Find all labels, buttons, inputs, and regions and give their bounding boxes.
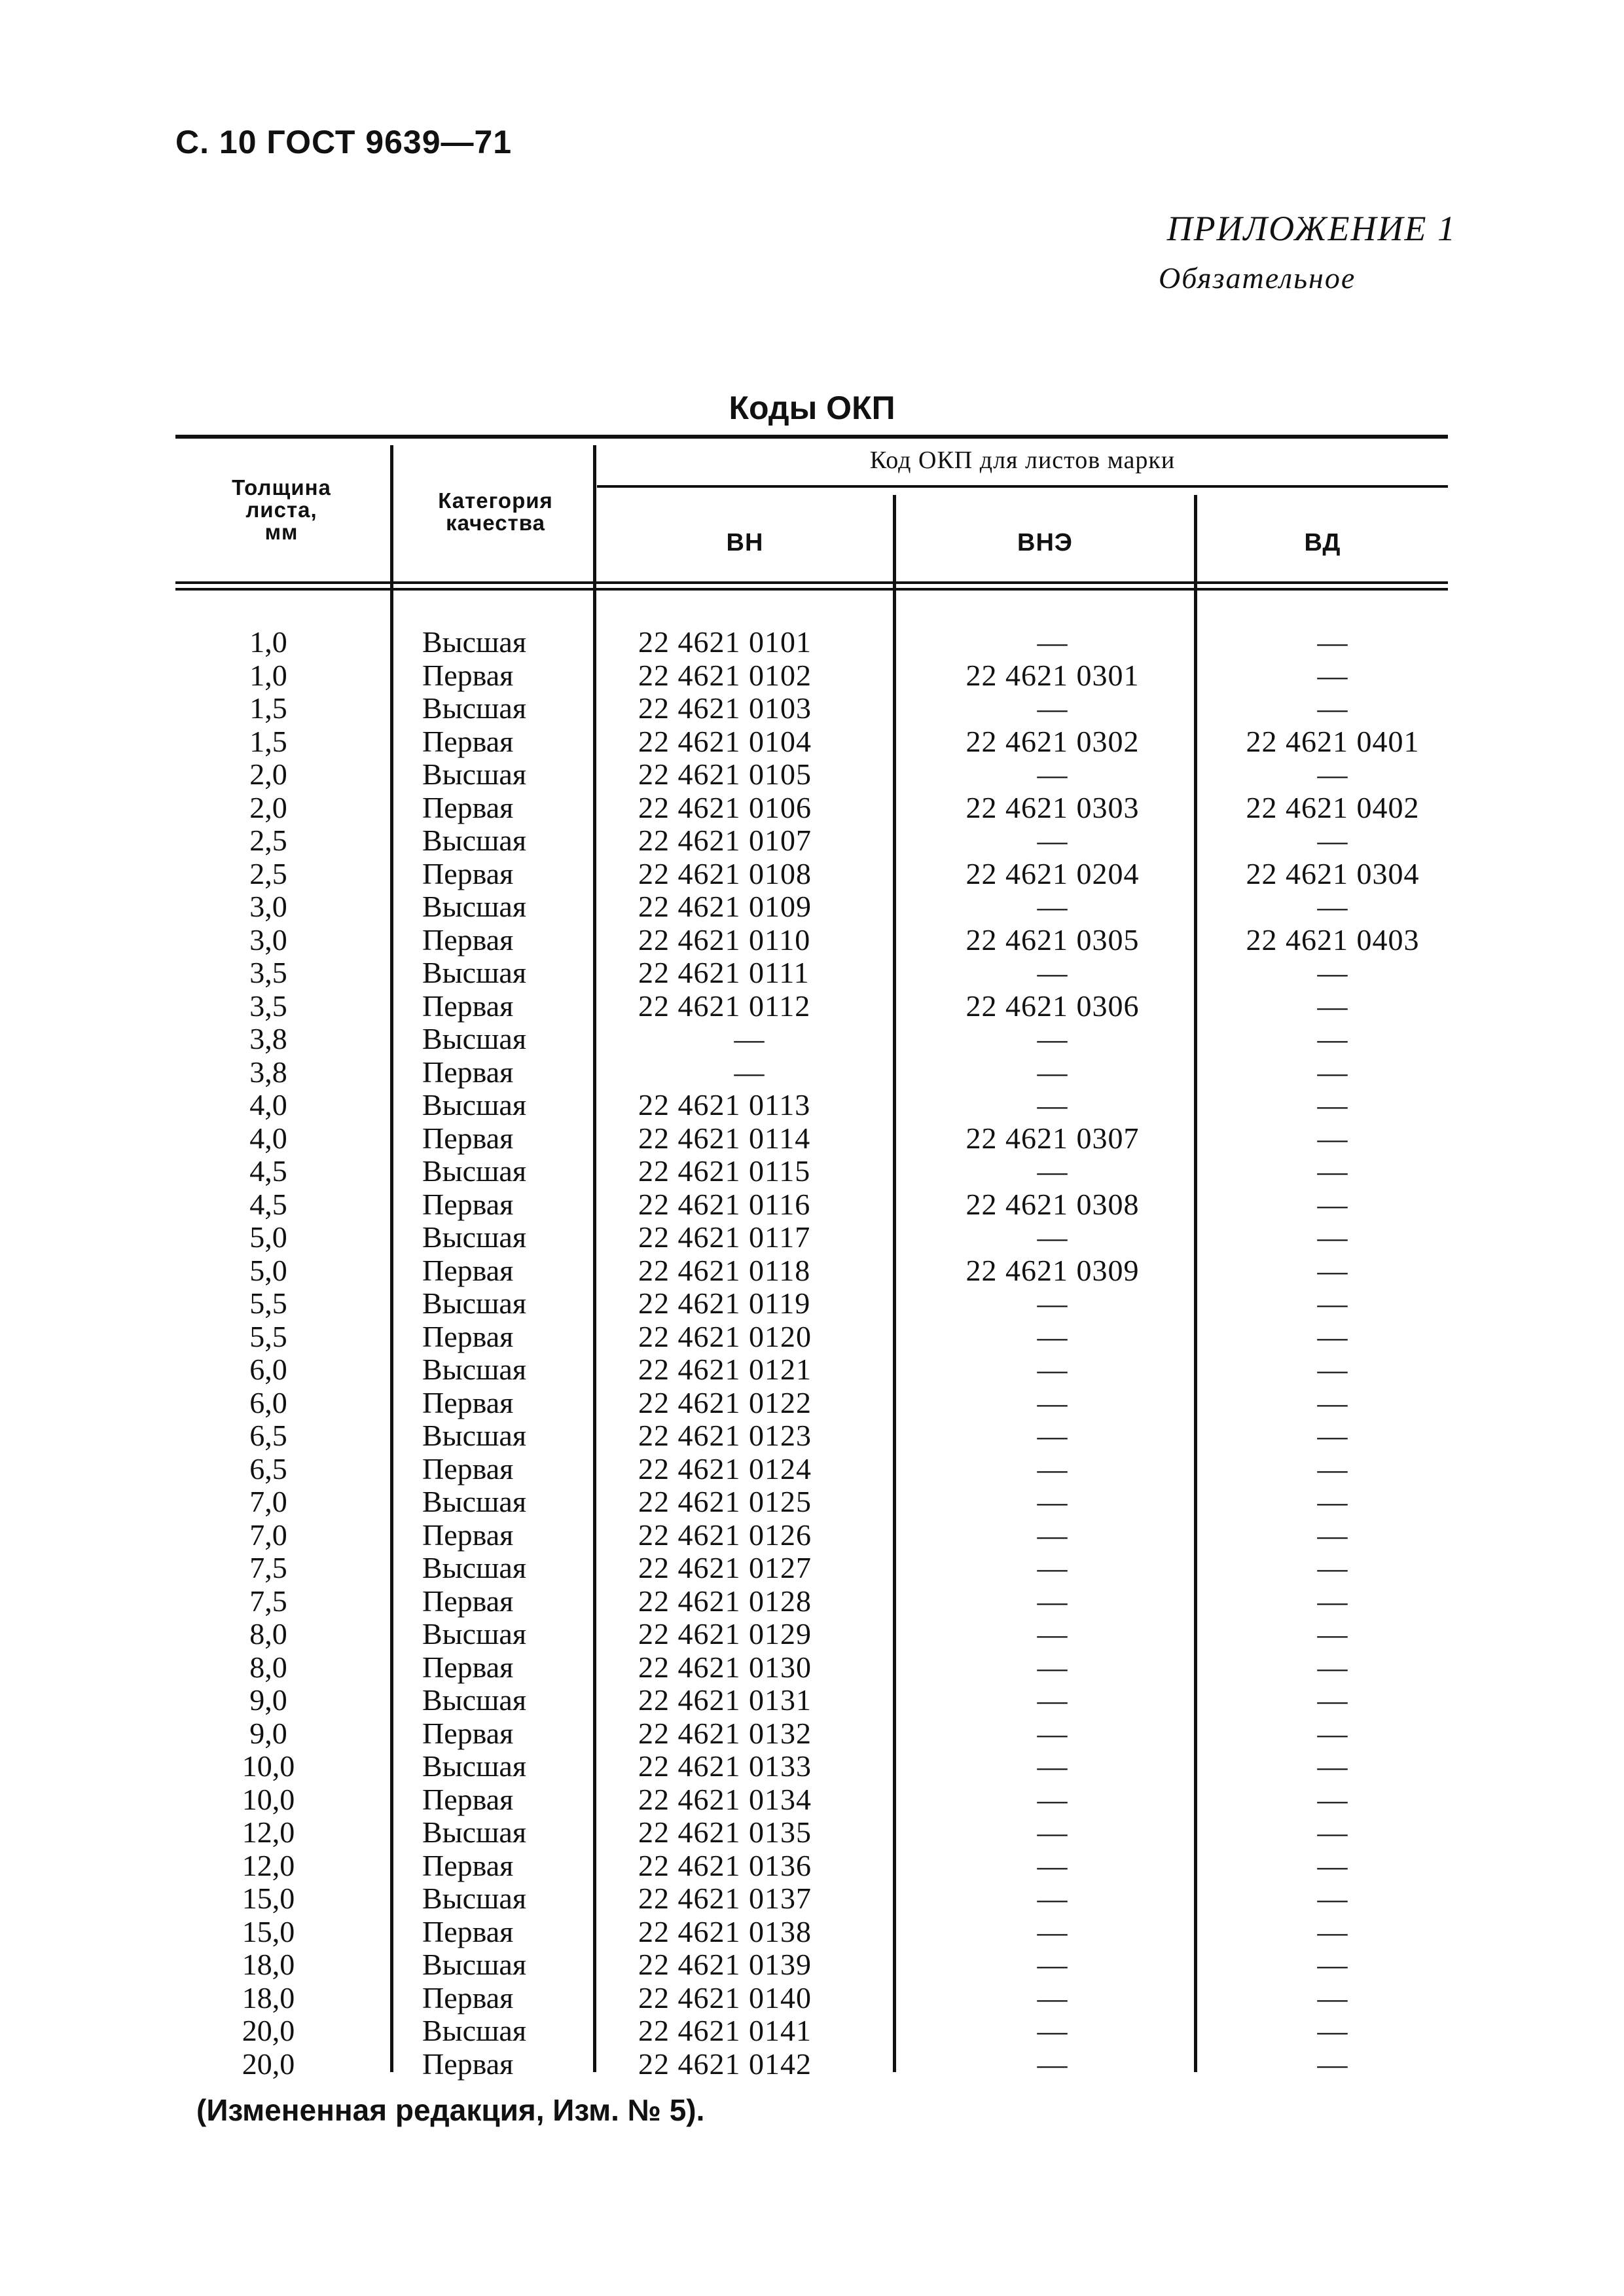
table-row — [0, 1552, 1624, 1585]
category-cell: Первая — [422, 1980, 514, 2014]
header-code-group: Код ОКП для листов марки — [869, 446, 1176, 474]
vd-code-cell: — — [1317, 1584, 1348, 1618]
vne-code-cell: — — [1037, 1782, 1068, 1816]
appendix-title: ПРИЛОЖЕНИЕ 1 — [1166, 209, 1456, 248]
thickness-cell: 5,0 — [249, 1220, 287, 1254]
thickness-cell: 5,5 — [249, 1286, 287, 1320]
vd-code-cell: — — [1317, 1650, 1348, 1684]
category-cell: Высшая — [422, 1882, 527, 1915]
vd-code-cell: — — [1317, 1551, 1348, 1584]
vn-code-cell: 22 4621 0116 — [638, 1187, 811, 1221]
category-cell: Первая — [422, 1848, 514, 1882]
vd-code-cell: — — [1317, 1451, 1348, 1485]
category-cell: Высшая — [422, 956, 527, 989]
thickness-cell: 5,5 — [249, 1319, 287, 1353]
vd-code-cell: — — [1317, 1485, 1348, 1518]
vne-code-cell: — — [1037, 1914, 1068, 1948]
vd-code-cell: — — [1317, 1055, 1348, 1089]
table-body — [0, 626, 1624, 2081]
vne-code-cell: — — [1037, 1650, 1068, 1684]
category-cell: Высшая — [422, 1485, 527, 1518]
category-cell: Первая — [422, 1121, 514, 1155]
vd-code-cell: — — [1317, 1749, 1348, 1783]
vne-code-cell: — — [1037, 1353, 1068, 1386]
vn-code-cell: 22 4621 0110 — [638, 922, 811, 957]
thickness-cell: 1,5 — [249, 724, 287, 758]
vd-code-cell: — — [1317, 1385, 1348, 1419]
table-row — [0, 1188, 1624, 1222]
table-row — [0, 1684, 1624, 1717]
table-row — [0, 2014, 1624, 2048]
thickness-cell: 7,0 — [249, 1518, 287, 1552]
table-row — [0, 924, 1624, 957]
vne-code-cell: — — [1037, 1022, 1068, 1055]
vd-code-cell: — — [1317, 2047, 1348, 2081]
vn-code-cell: 22 4621 0128 — [638, 1584, 812, 1618]
thickness-cell: 4,5 — [249, 1154, 287, 1188]
table-row — [0, 1783, 1624, 1817]
vn-code-cell: 22 4621 0122 — [638, 1385, 812, 1419]
vn-code-cell: 22 4621 0104 — [638, 724, 812, 758]
vn-code-cell: 22 4621 0115 — [638, 1154, 811, 1188]
vne-code-cell: — — [1037, 1055, 1068, 1089]
category-cell: Первая — [422, 724, 514, 758]
vd-code-cell: — — [1317, 625, 1348, 659]
vne-code-cell: 22 4621 0309 — [965, 1253, 1140, 1287]
table-row — [0, 957, 1624, 990]
vd-code-cell: — — [1317, 1187, 1348, 1221]
thickness-cell: 3,0 — [249, 890, 287, 923]
thickness-cell: 6,0 — [249, 1353, 287, 1386]
thickness-cell: 1,5 — [249, 691, 287, 725]
category-cell: Первая — [422, 1518, 514, 1552]
page-header: С. 10 ГОСТ 9639—71 — [175, 124, 513, 160]
vn-code-cell: 22 4621 0127 — [638, 1551, 812, 1584]
vd-code-cell: — — [1317, 1948, 1348, 1981]
thickness-cell: 6,5 — [249, 1419, 287, 1452]
table-row — [0, 1155, 1624, 1188]
table-row — [0, 659, 1624, 693]
vd-code-cell: — — [1317, 1154, 1348, 1188]
thickness-cell: 2,5 — [249, 824, 287, 857]
vn-code-cell: 22 4621 0141 — [638, 2014, 812, 2047]
vne-code-cell: — — [1037, 757, 1068, 791]
header-vd: ВД — [1304, 529, 1341, 556]
thickness-cell: 8,0 — [249, 1617, 287, 1650]
vne-code-cell: 22 4621 0306 — [965, 989, 1140, 1023]
vd-code-cell: — — [1317, 1683, 1348, 1717]
vn-code-cell: 22 4621 0137 — [638, 1882, 812, 1915]
header-bottom-rule-2 — [175, 588, 1448, 591]
thickness-cell: 8,0 — [249, 1650, 287, 1684]
thickness-cell: 2,0 — [249, 790, 287, 824]
vn-code-cell: 22 4621 0121 — [638, 1353, 812, 1386]
table-row — [0, 1750, 1624, 1783]
vd-code-cell: 22 4621 0401 — [1246, 724, 1420, 758]
category-cell: Первая — [422, 1253, 514, 1287]
vne-code-cell: — — [1037, 1980, 1068, 2014]
vne-code-cell: — — [1037, 1485, 1068, 1518]
table-row — [0, 1485, 1624, 1519]
thickness-cell: 12,0 — [242, 1815, 295, 1849]
vn-code-cell: 22 4621 0129 — [638, 1617, 812, 1650]
table-row — [0, 1353, 1624, 1387]
category-cell: Высшая — [422, 1286, 527, 1320]
vd-code-cell: — — [1317, 956, 1348, 989]
code-group-rule — [597, 485, 1448, 488]
vd-code-cell: — — [1317, 1815, 1348, 1849]
vd-code-cell: — — [1317, 1848, 1348, 1882]
category-cell: Высшая — [422, 1948, 527, 1981]
vn-code-cell: 22 4621 0117 — [638, 1220, 811, 1254]
category-cell: Высшая — [422, 1419, 527, 1452]
thickness-cell: 7,0 — [249, 1485, 287, 1518]
vn-code-cell: 22 4621 0118 — [638, 1253, 811, 1287]
category-cell: Высшая — [422, 1088, 527, 1121]
vne-code-cell: — — [1037, 1617, 1068, 1650]
table-title: Коды ОКП — [729, 390, 895, 426]
vne-code-cell: — — [1037, 824, 1068, 857]
category-cell: Первая — [422, 2047, 514, 2081]
thickness-cell: 9,0 — [249, 1683, 287, 1717]
category-cell: Высшая — [422, 824, 527, 857]
vne-code-cell: — — [1037, 1518, 1068, 1552]
thickness-cell: 3,5 — [249, 989, 287, 1023]
vn-code-cell: 22 4621 0105 — [638, 757, 812, 791]
table-row — [0, 1816, 1624, 1850]
category-cell: Первая — [422, 1319, 514, 1353]
vn-code-cell: 22 4621 0135 — [638, 1815, 812, 1849]
header-vne: ВНЭ — [1017, 529, 1073, 556]
thickness-cell: 3,0 — [249, 922, 287, 957]
vn-code-cell: 22 4621 0142 — [638, 2047, 812, 2081]
thickness-cell: 3,5 — [249, 956, 287, 989]
vn-code-cell: 22 4621 0140 — [638, 1980, 812, 2014]
vn-code-cell: 22 4621 0138 — [638, 1914, 812, 1948]
category-cell: Первая — [422, 1187, 514, 1221]
thickness-cell: 5,0 — [249, 1253, 287, 1287]
thickness-cell: 7,5 — [249, 1584, 287, 1618]
vd-code-cell: — — [1317, 890, 1348, 923]
category-cell: Высшая — [422, 1353, 527, 1386]
vne-code-cell: 22 4621 0204 — [965, 856, 1140, 890]
vn-code-cell: 22 4621 0114 — [638, 1121, 811, 1155]
vn-code-cell: 22 4621 0132 — [638, 1716, 812, 1750]
category-cell: Первая — [422, 989, 514, 1023]
category-cell: Первая — [422, 1451, 514, 1485]
vd-code-cell: — — [1317, 1121, 1348, 1155]
thickness-cell: 12,0 — [242, 1848, 295, 1882]
vne-code-cell: — — [1037, 625, 1068, 659]
header-thickness-line2: листа, — [245, 498, 317, 522]
category-cell: Первая — [422, 1385, 514, 1419]
category-cell: Первая — [422, 1716, 514, 1750]
vd-code-cell: — — [1317, 989, 1348, 1023]
thickness-cell: 10,0 — [242, 1782, 295, 1816]
vne-code-cell: — — [1037, 691, 1068, 725]
vn-code-cell: — — [734, 1055, 765, 1089]
vne-code-cell: — — [1037, 1948, 1068, 1981]
category-cell: Первая — [422, 1914, 514, 1948]
table-row — [0, 1287, 1624, 1321]
thickness-cell: 6,5 — [249, 1451, 287, 1485]
vd-code-cell: — — [1317, 1617, 1348, 1650]
table-row — [0, 725, 1624, 759]
vne-code-cell: — — [1037, 1319, 1068, 1353]
table-row — [0, 1221, 1624, 1254]
vn-code-cell: 22 4621 0111 — [638, 956, 810, 989]
vd-code-cell: — — [1317, 1353, 1348, 1386]
category-cell: Высшая — [422, 1815, 527, 1849]
vne-code-cell: — — [1037, 1815, 1068, 1849]
vd-code-cell: — — [1317, 691, 1348, 725]
table-row — [0, 824, 1624, 858]
category-cell: Высшая — [422, 1022, 527, 1055]
table-row — [0, 692, 1624, 725]
table-row — [0, 990, 1624, 1023]
vn-code-cell: 22 4621 0131 — [638, 1683, 812, 1717]
header-thickness-line3: мм — [264, 520, 298, 544]
thickness-cell: 4,5 — [249, 1187, 287, 1221]
thickness-cell: 20,0 — [242, 2047, 295, 2081]
table-row — [0, 890, 1624, 924]
thickness-cell: 3,8 — [249, 1055, 287, 1089]
table-row — [0, 1916, 1624, 1949]
vne-code-cell: — — [1037, 1419, 1068, 1452]
vne-code-cell: — — [1037, 1385, 1068, 1419]
vn-code-cell: 22 4621 0125 — [638, 1485, 812, 1518]
category-cell: Высшая — [422, 1551, 527, 1584]
table-row — [0, 1254, 1624, 1288]
vd-code-cell: 22 4621 0304 — [1246, 856, 1420, 890]
vd-code-cell: — — [1317, 824, 1348, 857]
vne-code-cell: 22 4621 0301 — [965, 658, 1140, 692]
vne-code-cell: 22 4621 0302 — [965, 724, 1140, 758]
table-row — [0, 1982, 1624, 2015]
category-cell: Первая — [422, 1782, 514, 1816]
thickness-cell: 1,0 — [249, 658, 287, 692]
vd-code-cell: — — [1317, 2014, 1348, 2047]
category-cell: Высшая — [422, 1220, 527, 1254]
vd-code-cell: — — [1317, 1088, 1348, 1121]
table-row — [0, 1948, 1624, 1982]
vd-code-cell: — — [1317, 1716, 1348, 1750]
vne-code-cell: — — [1037, 1749, 1068, 1783]
vn-code-cell: 22 4621 0103 — [638, 691, 812, 725]
table-row — [0, 792, 1624, 825]
vd-code-cell: 22 4621 0402 — [1246, 790, 1420, 824]
thickness-cell: 9,0 — [249, 1716, 287, 1750]
thickness-cell: 4,0 — [249, 1088, 287, 1121]
category-cell: Первая — [422, 1055, 514, 1089]
vd-code-cell: — — [1317, 1518, 1348, 1552]
category-cell: Высшая — [422, 1749, 527, 1783]
vn-code-cell: 22 4621 0101 — [638, 625, 812, 659]
thickness-cell: 15,0 — [242, 1914, 295, 1948]
vn-code-cell: 22 4621 0139 — [638, 1948, 812, 1981]
category-cell: Высшая — [422, 1617, 527, 1650]
vn-code-cell: 22 4621 0102 — [638, 658, 812, 692]
vn-code-cell: 22 4621 0124 — [638, 1451, 812, 1485]
category-cell: Первая — [422, 658, 514, 692]
vne-code-cell: — — [1037, 1154, 1068, 1188]
vne-code-cell: — — [1037, 1451, 1068, 1485]
vn-code-cell: 22 4621 0119 — [638, 1286, 811, 1320]
vne-code-cell: 22 4621 0307 — [965, 1121, 1140, 1155]
thickness-cell: 18,0 — [242, 1980, 295, 2014]
table-row — [0, 1056, 1624, 1089]
table-row — [0, 1850, 1624, 1883]
vd-code-cell: — — [1317, 757, 1348, 791]
thickness-cell: 15,0 — [242, 1882, 295, 1915]
vne-code-cell: — — [1037, 1716, 1068, 1750]
vne-code-cell: — — [1037, 890, 1068, 923]
vn-code-cell: 22 4621 0113 — [638, 1088, 811, 1121]
table-row — [0, 1321, 1624, 1354]
vn-code-cell: 22 4621 0133 — [638, 1749, 812, 1783]
vn-code-cell: 22 4621 0109 — [638, 890, 812, 923]
thickness-cell: 2,0 — [249, 757, 287, 791]
table-row — [0, 1618, 1624, 1651]
thickness-cell: 3,8 — [249, 1022, 287, 1055]
category-cell: Первая — [422, 790, 514, 824]
table-row — [0, 1882, 1624, 1916]
table-row — [0, 1585, 1624, 1618]
header-vn: ВН — [726, 529, 764, 556]
table-row — [0, 758, 1624, 792]
vn-code-cell: 22 4621 0108 — [638, 856, 812, 890]
vn-code-cell: 22 4621 0134 — [638, 1782, 812, 1816]
vne-code-cell: — — [1037, 1848, 1068, 1882]
category-cell: Высшая — [422, 2014, 527, 2047]
vn-code-cell: 22 4621 0130 — [638, 1650, 812, 1684]
vne-code-cell: — — [1037, 1683, 1068, 1717]
vn-code-cell: — — [734, 1022, 765, 1055]
vd-code-cell: 22 4621 0403 — [1246, 922, 1420, 957]
table-row — [0, 1023, 1624, 1056]
vd-code-cell: — — [1317, 1253, 1348, 1287]
thickness-cell: 18,0 — [242, 1948, 295, 1981]
vn-code-cell: 22 4621 0126 — [638, 1518, 812, 1552]
vn-code-cell: 22 4621 0107 — [638, 824, 812, 857]
vne-code-cell: — — [1037, 1220, 1068, 1254]
vne-code-cell: — — [1037, 2047, 1068, 2081]
category-cell: Высшая — [422, 890, 527, 923]
header-category — [401, 490, 590, 534]
header-bottom-rule-1 — [175, 581, 1448, 584]
vd-code-cell: — — [1317, 1419, 1348, 1452]
category-cell: Высшая — [422, 625, 527, 659]
table-row — [0, 1122, 1624, 1156]
table-row — [0, 1453, 1624, 1486]
category-cell: Первая — [422, 1584, 514, 1618]
vd-code-cell: — — [1317, 1980, 1348, 2014]
table-row — [0, 626, 1624, 659]
table-row — [0, 1387, 1624, 1420]
vn-code-cell: 22 4621 0123 — [638, 1419, 812, 1452]
vne-code-cell: 22 4621 0305 — [965, 922, 1140, 957]
footer-note: (Измененная редакция, Изм. № 5). — [196, 2093, 705, 2127]
vne-code-cell: 22 4621 0303 — [965, 790, 1140, 824]
category-cell: Первая — [422, 1650, 514, 1684]
category-cell: Первая — [422, 856, 514, 890]
thickness-cell: 7,5 — [249, 1551, 287, 1584]
vne-code-cell: — — [1037, 1584, 1068, 1618]
table-top-rule — [175, 435, 1448, 439]
header-thickness — [183, 477, 380, 543]
category-cell: Высшая — [422, 1154, 527, 1188]
category-cell: Первая — [422, 922, 514, 957]
thickness-cell: 6,0 — [249, 1385, 287, 1419]
vn-code-cell: 22 4621 0136 — [638, 1848, 812, 1882]
table-row — [0, 1717, 1624, 1751]
thickness-cell: 10,0 — [242, 1749, 295, 1783]
table-row — [0, 1089, 1624, 1122]
vd-code-cell: — — [1317, 1220, 1348, 1254]
table-row — [0, 1519, 1624, 1552]
category-cell: Высшая — [422, 757, 527, 791]
vne-code-cell: — — [1037, 2014, 1068, 2047]
appendix-subtitle: Обязательное — [1159, 261, 1356, 295]
vn-code-cell: 22 4621 0112 — [638, 989, 811, 1023]
header-thickness-line1: Толщина — [232, 475, 331, 500]
vne-code-cell: — — [1037, 956, 1068, 989]
vn-code-cell: 22 4621 0106 — [638, 790, 812, 824]
thickness-cell: 4,0 — [249, 1121, 287, 1155]
table-row — [0, 2048, 1624, 2081]
vd-code-cell: — — [1317, 1022, 1348, 1055]
thickness-cell: 1,0 — [249, 625, 287, 659]
vd-code-cell: — — [1317, 1286, 1348, 1320]
vd-code-cell: — — [1317, 1882, 1348, 1915]
category-cell: Высшая — [422, 691, 527, 725]
table-row — [0, 1419, 1624, 1453]
vne-code-cell: 22 4621 0308 — [965, 1187, 1140, 1221]
table-row — [0, 858, 1624, 891]
vd-code-cell: — — [1317, 1914, 1348, 1948]
table-row — [0, 1651, 1624, 1685]
vd-code-cell: — — [1317, 1782, 1348, 1816]
vd-code-cell: — — [1317, 1319, 1348, 1353]
vne-code-cell: — — [1037, 1286, 1068, 1320]
category-cell: Высшая — [422, 1683, 527, 1717]
vn-code-cell: 22 4621 0120 — [638, 1319, 812, 1353]
vne-code-cell: — — [1037, 1882, 1068, 1915]
thickness-cell: 2,5 — [249, 856, 287, 890]
header-category-line2: качества — [446, 511, 545, 535]
vne-code-cell: — — [1037, 1551, 1068, 1584]
vd-code-cell: — — [1317, 658, 1348, 692]
vne-code-cell: — — [1037, 1088, 1068, 1121]
header-category-line1: Категория — [438, 488, 553, 513]
thickness-cell: 20,0 — [242, 2014, 295, 2047]
